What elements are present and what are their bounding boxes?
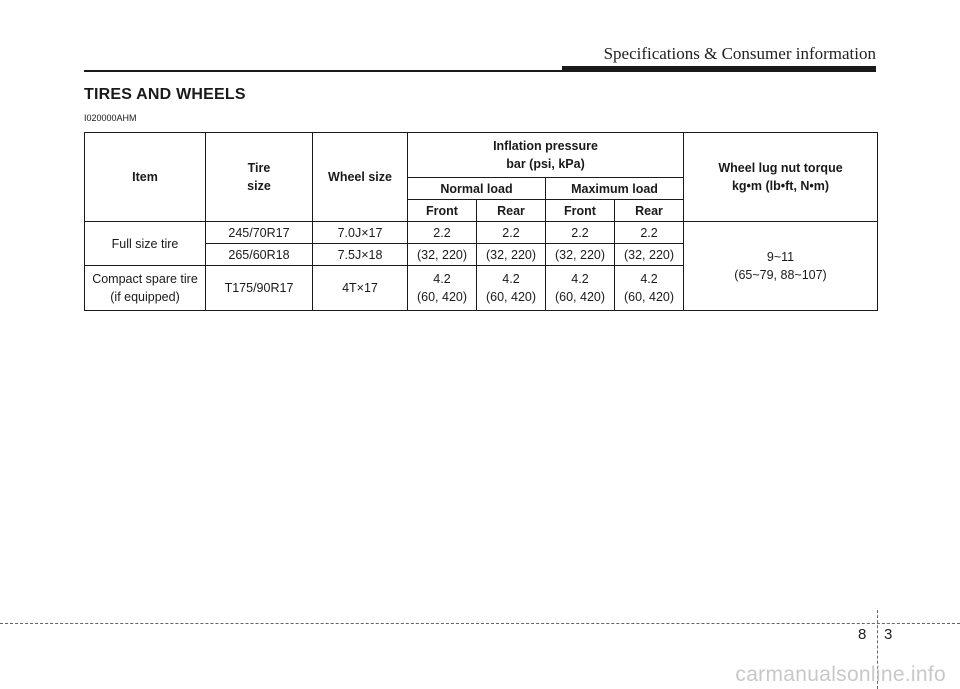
normal-rear-cell: 2.2 xyxy=(477,222,546,244)
footer-dashed-rule xyxy=(0,623,960,624)
value-line1: 4.2 xyxy=(433,272,451,286)
wheel-size-cell: 7.5J×18 xyxy=(313,244,408,266)
header-maximum-load: Maximum load xyxy=(546,178,684,200)
torque-value xyxy=(684,222,878,311)
header-tire-size xyxy=(206,133,313,222)
maximum-front-cell: (32, 220) xyxy=(546,244,615,266)
full-size-label: Full size tire xyxy=(85,222,206,266)
maximum-rear-cell: 2.2 xyxy=(615,222,684,244)
tire-size-cell: 265/60R18 xyxy=(206,244,313,266)
table-row xyxy=(85,222,878,244)
normal-front-cell xyxy=(408,266,477,311)
header-tire-size-line1: Tire xyxy=(247,161,271,175)
tires-wheels-table xyxy=(84,132,878,311)
normal-front-cell: 2.2 xyxy=(408,222,477,244)
compact-spare-label-line1: Compact spare tire xyxy=(92,272,198,286)
maximum-front-cell: 2.2 xyxy=(546,222,615,244)
maximum-front-cell xyxy=(546,266,615,311)
compact-spare-label xyxy=(85,266,206,311)
header-wheel-size: Wheel size xyxy=(313,133,408,222)
header-inflation-line2: bar (psi, kPa) xyxy=(506,157,585,171)
value-line1: 4.2 xyxy=(640,272,658,286)
normal-rear-cell: (32, 220) xyxy=(477,244,546,266)
header-inflation xyxy=(408,133,684,178)
value-line2: (60, 420) xyxy=(623,290,675,304)
header-maximum-front: Front xyxy=(546,200,615,222)
header-normal-load: Normal load xyxy=(408,178,546,200)
normal-front-cell: (32, 220) xyxy=(408,244,477,266)
tire-size-cell: T175/90R17 xyxy=(206,266,313,311)
header-item: Item xyxy=(85,133,206,222)
header-torque xyxy=(684,133,878,222)
normal-rear-cell xyxy=(477,266,546,311)
header-maximum-rear: Rear xyxy=(615,200,684,222)
header-title: Specifications & Consumer information xyxy=(603,44,876,63)
torque-value-line2: (65~79, 88~107) xyxy=(734,268,827,282)
value-line2: (60, 420) xyxy=(554,290,606,304)
page-number: 3 xyxy=(884,626,893,643)
torque-value-line1: 9~11 xyxy=(766,250,795,264)
header-rule xyxy=(84,70,562,72)
value-line2: (60, 420) xyxy=(485,290,537,304)
maximum-rear-cell xyxy=(615,266,684,311)
header-normal-rear: Rear xyxy=(477,200,546,222)
maximum-rear-cell: (32, 220) xyxy=(615,244,684,266)
header-normal-front: Front xyxy=(408,200,477,222)
section-code: I020000AHM xyxy=(84,113,137,123)
value-line2: (60, 420) xyxy=(416,290,468,304)
value-line1: 4.2 xyxy=(571,272,589,286)
section-number: 8 xyxy=(858,626,867,643)
header-torque-line2: kg•m (lb•ft, N•m) xyxy=(731,179,830,193)
watermark: carmanualsonline.info xyxy=(735,663,946,686)
compact-spare-label-line2: (if equipped) xyxy=(110,290,180,304)
value-line1: 4.2 xyxy=(502,272,520,286)
section-title: TIRES AND WHEELS xyxy=(84,86,246,103)
header-bar xyxy=(562,66,876,72)
tire-size-cell: 245/70R17 xyxy=(206,222,313,244)
wheel-size-cell: 7.0J×17 xyxy=(313,222,408,244)
header-inflation-line1: Inflation pressure xyxy=(493,139,598,153)
wheel-size-cell: 4T×17 xyxy=(313,266,408,311)
header-tire-size-line2: size xyxy=(247,179,271,193)
header-torque-line1: Wheel lug nut torque xyxy=(718,161,843,175)
